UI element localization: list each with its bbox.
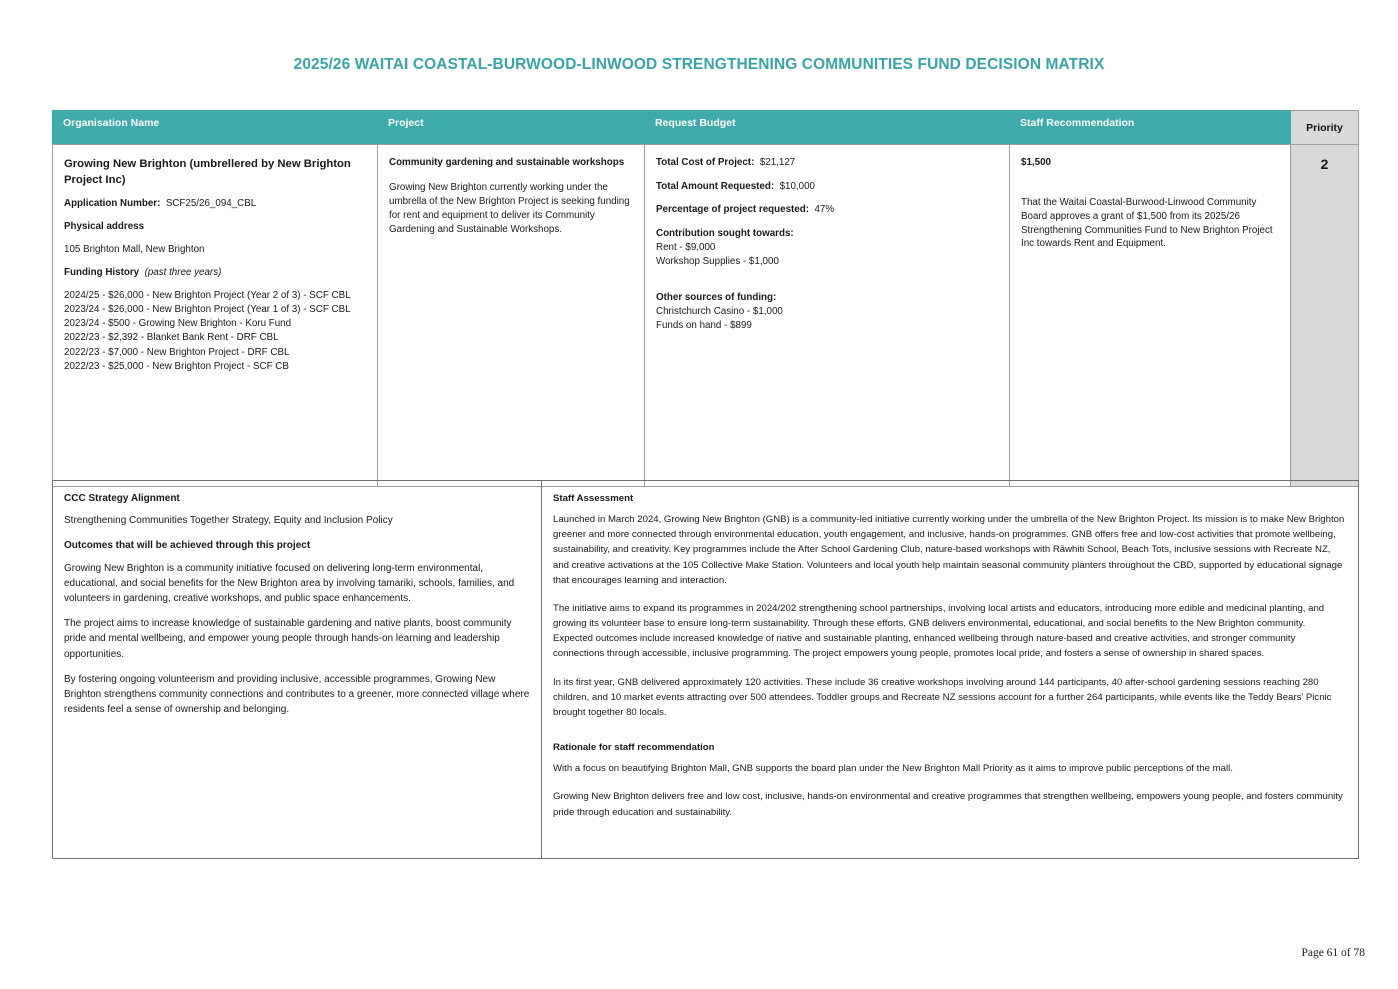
rationale-paragraph: Growing New Brighton delivers free and low cost, inclusive, hands-on environmental and creative programmes that strengthen wellbeing, empowers young people, and fosters community pride through education and sustainability. (553, 791, 1343, 818)
funding-history-item: 2023/24 - $500 - Growing New Brighton - Koru Fund (64, 318, 292, 330)
staff-assessment-paragraph: Launched in March 2024, Growing New Brighton (GNB) is a community-led initiative currently working under the umbrella of the New Brighton Project. Its mission is to make New Brighton greener and more connected through environmental education, youth engagement, and inclusive, hands-on programmes. GNB offers free and low-cost activities that promote wellbeing, sustainability, and creativity. Key programmes include the After School Gardening Club, nature-based workshops with Rāwhiti School, Beach Tots, inclusive sessions with Recreate NZ, and creative activations at the 105 Collective Make Station. Volunteers and local youth help maintain seasonal community planters throughout the CBD, supported by educational signage that encourages learning and interaction. (553, 514, 1345, 586)
cell-staff-assessment (542, 481, 1359, 859)
ccc-strategy-label: CCC Strategy Alignment (64, 493, 180, 504)
assessment-table (52, 480, 1359, 859)
total-requested-value: $10,000 (779, 180, 815, 192)
cell-project (378, 145, 645, 487)
total-cost-line (656, 156, 997, 171)
physical-address-label: Physical address (64, 220, 145, 232)
assessment-row (53, 481, 1359, 859)
column-header-project: Project (378, 111, 645, 145)
contribution-item: Rent - $9,000 (656, 241, 716, 253)
column-header-priority: Priority (1291, 111, 1359, 145)
page-title: 2025/26 WAITAI COASTAL-BURWOOD-LINWOOD STRENGTHENING COMMUNITIES FUND DECISION MATRIX (293, 56, 1105, 73)
outcomes-paragraph: By fostering ongoing volunteerism and providing inclusive, accessible programmes, Growing New Brighton strengthens community connections and contributes to a greener, more connected village where residents feel a sense of ownership and belonging. (64, 673, 530, 716)
funding-history-item: 2023/24 - $26,000 - New Brighton Project (Year 1 of 3) - SCF CBL (64, 303, 351, 315)
funding-history-item: 2022/23 - $7,000 - New Brighton Project - DRF CBL (64, 346, 290, 358)
page-footer: Page 61 of 78 (1301, 947, 1365, 959)
outcomes-label: Outcomes that will be achieved through this project (64, 540, 311, 552)
outcomes-paragraph: The project aims to increase knowledge of sustainable gardening and native plants, boost community pride and mental wellbeing, and empower young people through hands-on learning and leadership opportunities. (64, 618, 512, 660)
matrix-header-row (53, 111, 1359, 145)
application-number (64, 197, 365, 211)
other-sources-item: Christchurch Casino - $1,000 (656, 306, 783, 318)
application-number-label: Application Number: (64, 198, 161, 210)
budget-spacer (656, 269, 997, 291)
project-description: Growing New Brighton currently working under the umbrella of the New Brighton Project is seeking funding for rent and equipment to deliver its Community Gardening and Sustainable Workshops. (389, 181, 630, 235)
contribution-label: Contribution sought towards: (656, 228, 794, 240)
staff-assessment-paragraph: The initiative aims to expand its programmes in 2024/202 strengthening school partnerships, involving local artists and educators, introducing more edible and medicinal planting, and growing its volunteer base to ensure long-term sustainability. Through these efforts, GNB delivers environmental, educational, and social benefits to the New Brighton community. Expected outcomes include increased knowledge of native and sustainable planting, enhanced wellbeing through nature-based and creative activities, and stronger community connections through accessible, inclusive programming. The project empowers young people, promotes local pride, and fosters a sense of ownership in shared spaces. (553, 602, 1325, 660)
funding-history-item: 2024/25 - $26,000 - New Brighton Project (Year 2 of 3) - SCF CBL (64, 289, 351, 301)
funding-history-list (64, 289, 365, 374)
funding-history-title: Funding History (64, 266, 140, 278)
application-number-value: SCF25/26_094_CBL (165, 198, 257, 210)
recommendation-text: That the Waitai Coastal-Burwood-Linwood Community Board approves a grant of $1,500 from its 2025/26 Strengthening Communities Fund to New Brighton Project Inc towards Rent and Equipment. (1021, 196, 1273, 250)
column-header-staff-recommendation: Staff Recommendation (1010, 111, 1291, 145)
funding-history-item: 2022/23 - $25,000 - New Brighton Project - SCF CB (64, 360, 289, 372)
decision-matrix-table (52, 110, 1359, 487)
organisation-name: Growing New Brighton (umbrellered by New Brighton Project Inc) (64, 158, 351, 187)
column-header-request-budget: Request Budget (645, 111, 1010, 145)
ccc-strategy-text: Strengthening Communities Together Strategy, Equity and Inclusion Policy (64, 515, 393, 527)
physical-address-value: 105 Brighton Mall, New Brighton (64, 243, 205, 255)
cell-staff-recommendation (1010, 145, 1291, 487)
percentage-line (656, 203, 997, 218)
other-sources-item: Funds on hand - $899 (656, 320, 752, 332)
funding-history-item: 2022/23 - $2,392 - Blanket Bank Rent - DRF CBL (64, 332, 279, 344)
percentage-value: 47% (814, 204, 835, 216)
cell-ccc-strategy-alignment (53, 481, 542, 859)
total-cost-value: $21,127 (759, 157, 796, 168)
rationale-label: Rationale for staff recommendation (553, 742, 715, 754)
staff-assessment-paragraph: In its first year, GNB delivered approximately 120 activities. These include 36 creative workshops involving around 144 participants, 40 after-school gardening sessions reaching 280 children, and 10 market events attracting over 500 attendees. Toddler groups and Recreate NZ sessions account for a further 264 participants, while events like the Teddy Bears' Picnic brought together 80 locals. (553, 676, 1332, 718)
rationale-paragraph: With a focus on beautifying Brighton Mall, GNB supports the board plan under the New Brighton Mall Priority as it aims to improve public perceptions of the mall. (553, 763, 1233, 775)
staff-assessment-label: Staff Assessment (553, 493, 634, 504)
total-requested-line (656, 180, 997, 195)
cell-priority: 2 (1291, 145, 1359, 487)
other-sources-list (656, 305, 997, 333)
contribution-list (656, 241, 997, 269)
funding-history-note: (past three years) (144, 266, 222, 278)
matrix-data-row (53, 145, 1359, 487)
funding-history-label (64, 266, 365, 280)
percentage-label: Percentage of project requested: (656, 204, 809, 216)
cell-request-budget (645, 145, 1010, 487)
contribution-item: Workshop Supplies - $1,000 (656, 256, 779, 268)
total-requested-label: Total Amount Requested: (656, 180, 775, 192)
project-title: Community gardening and sustainable workshops (389, 157, 625, 168)
recommendation-amount: $1,500 (1021, 157, 1051, 168)
column-header-organisation: Organisation Name (53, 111, 378, 145)
other-sources-label: Other sources of funding: (656, 292, 777, 304)
total-cost-label: Total Cost of Project: (656, 157, 755, 168)
cell-organisation (53, 145, 378, 487)
outcomes-paragraph: Growing New Brighton is a community initiative focused on delivering long-term environmental, educational, and social benefits for the New Brighton area by involving tamariki, schools, families, and volunteers in gardening, creative workshops, and public space enhancements. (64, 562, 515, 604)
